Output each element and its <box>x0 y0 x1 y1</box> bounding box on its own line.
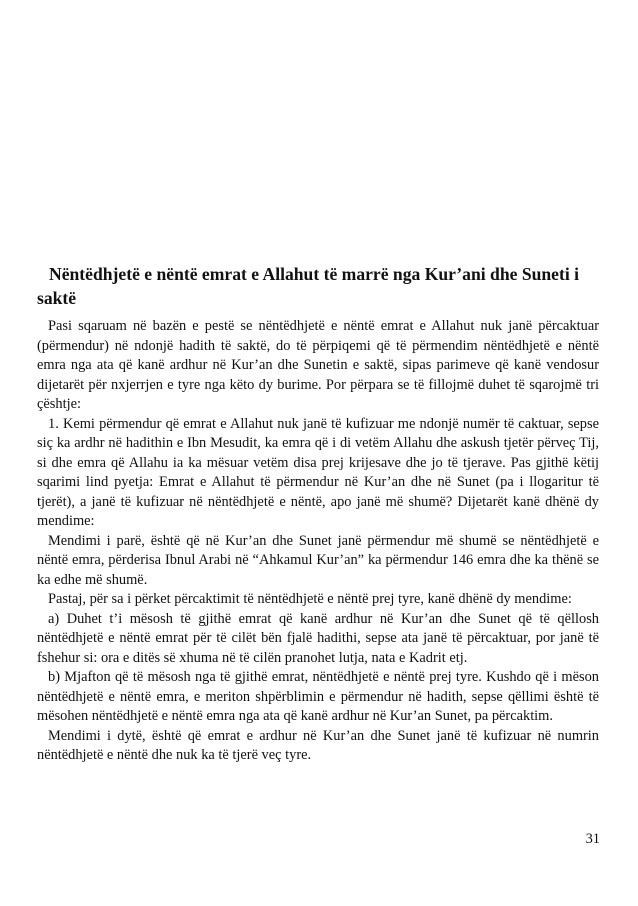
page-content <box>37 262 599 766</box>
body-text <box>37 317 599 766</box>
page-number: 31 <box>585 831 600 847</box>
paragraph-determination: Pastaj, për sa i përket përcaktimit të nëntëdhjetë e nëntë prej tyre, kanë dhënë dy mendime: <box>48 591 572 607</box>
paragraph-first-opinion: Mendimi i parë, është që në Kur’an dhe Sunet janë përmendur më shumë se nëntëdhjetë e nëntë emra, përderisa Ibnul Arabi në “Ahkamul Kur’an” ka përmendur 146 emra dhe ka thënë se ka edhe më shumë. <box>37 532 599 588</box>
section-title: Nëntëdhjetë e nëntë emrat e Allahut të marrë nga Kur’ani dhe Suneti i saktë <box>37 264 580 308</box>
paragraph-second-opinion: Mendimi i dytë, është që emrat e ardhur në Kur’an dhe Sunet janë të kufizuar në numrin nëntëdhjetë e nëntë dhe nuk ka të tjerë veç tyre. <box>37 727 599 763</box>
paragraph-option-a: a) Duhet t’i mësosh të gjithë emrat që kanë ardhur në Kur’an dhe Sunet që të qëllosh nëntëdhjetë e nëntë emrat për të cilët bën fjalë hadithi, sepse ata janë të përcaktuar, por janë të fshehur si: ora e ditës së xhuma në të cilën pranohet lutja, nata e Kadrit etj. <box>37 610 599 666</box>
paragraph-point-1: 1. Kemi përmendur që emrat e Allahut nuk janë të kufizuar me ndonjë numër të caktuar, sepse siç ka ardhr në hadithin e Ibn Mesudit, ka emra që i di vetëm Allahu dhe askush tjetër përveç Tij, si dhe emra që Allahu ia ka mësuar vetëm disa prej krijesave dhe jo të tjerave. Pas gjithë këtij sqarimi lind pyetja: Emrat e Allahut të përmendur në Kur’an dhe në Sunet (pa i llogaritur të tjerët), a janë të kufizuar në nëntëdhjetë e nëntë, apo janë më shumë? Dijetarët kanë dhënë dy mendime: <box>37 415 599 529</box>
paragraph-intro: Pasi sqaruam në bazën e pestë se nëntëdhjetë e nëntë emrat e Allahut nuk janë përcaktuar (përmendur) në ndonjë hadith të saktë, do të përpiqemi që të përmendim nëntëdhjetë e nëntë emra nga ata që kanë ardhur në Kur’an dhe Sunetin e saktë, sipas parimeve që kanë vendosur dijetarët për nxjerrjen e tyre nga këto dy burime. Por përpara se të fillojmë duhet të sqarojmë tri çështje: <box>37 318 599 412</box>
paragraph-option-b: b) Mjafton që të mësosh nga të gjithë emrat, nëntëdhjetë e nëntë prej tyre. Kushdo që i mëson nëntëdhjetë e nëntë emra, e meriton shpërblimin e përmendur në hadith, sepse qëllimi është të mësohen nëntëdhjetë e nëntë emra nga ata që kanë ardhur në Kur’an Sunet, pa përcaktim. <box>37 669 599 724</box>
